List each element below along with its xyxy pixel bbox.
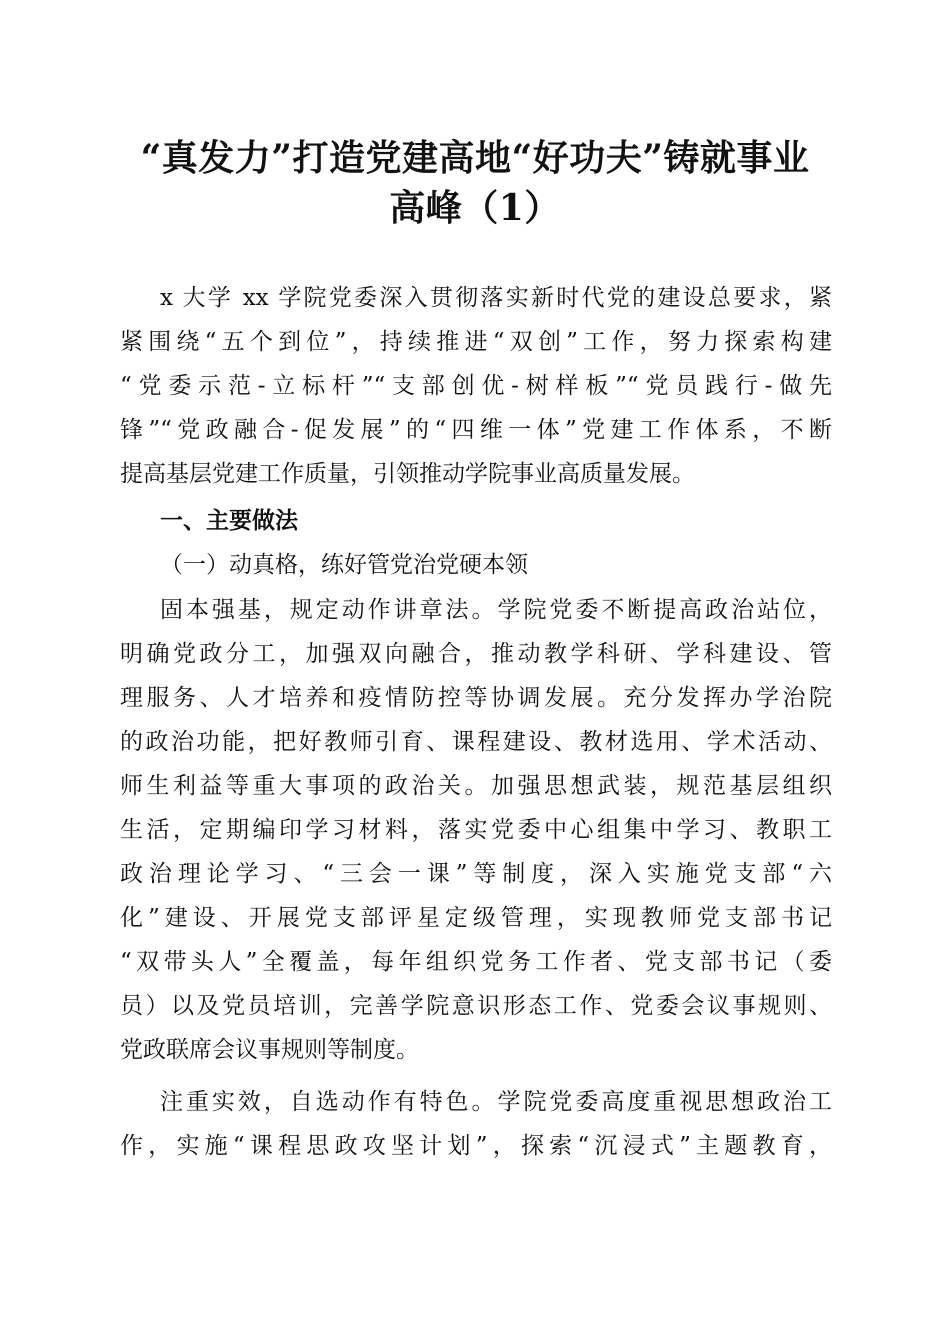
document-title-line-1: “真发力”打造党建高地“好功夫”铸就事业 [140,137,810,179]
paragraph-2-line: 注重实效，自选动作有特色。学院党委高度重视思想政治工 [160,1089,832,1115]
paragraph-1-line: 生活，定期编印学习材料，落实党委中心组集中学习、教职工 [120,817,832,843]
intro-line: x 大学 xx 学院党委深入贯彻落实新时代党的建设总要求，紧 [160,285,832,311]
paragraph-2-line: 作，实施“课程思政攻坚计划”，探索“沉浸式”主题教育， [120,1133,832,1159]
paragraph-1-line: 明确党政分工，加强双向融合，推动教学科研、学科建设、管 [120,641,832,667]
intro-line: “党委示范-立标杆”“支部创优-树样板”“党员践行-做先 [120,373,832,399]
intro-line: 紧围绕“五个到位”，持续推进“双创”工作，努力探索构建 [120,329,832,355]
paragraph-1-line: 的政治功能，把好教师引育、课程建设、教材选用、学术活动、 [120,729,832,755]
document-title-line-2: 高峰（1） [389,187,561,229]
paragraph-1-line: 理服务、人才培养和疫情防控等协调发展。充分发挥办学治院 [120,685,832,711]
paragraph-1-line: 固本强基，规定动作讲章法。学院党委不断提高政治站位， [160,597,832,623]
paragraph-1-line: 党政联席会议事规则等制度。 [120,1037,419,1063]
subsection-heading: （一）动真格，练好管党治党硬本领 [160,552,528,578]
paragraph-1-line: 师生利益等重大事项的政治关。加强思想武装，规范基层组织 [120,773,832,799]
paragraph-1-line: 政治理论学习、“三会一课”等制度，深入实施党支部“六 [120,861,832,887]
section-heading: 一、主要做法 [160,508,298,534]
paragraph-1-line: “双带头人”全覆盖，每年组织党务工作者、党支部书记（委 [120,949,832,975]
paragraph-1-line: 化”建设、开展党支部评星定级管理，实现教师党支部书记 [120,905,832,931]
paragraph-1-line: 员）以及党员培训，完善学院意识形态工作、党委会议事规则、 [120,993,832,1019]
intro-line: 提高基层党建工作质量，引领推动学院事业高质量发展。 [120,461,695,487]
intro-line: 锋”“党政融合-促发展”的“四维一体”党建工作体系，不断 [120,417,832,443]
